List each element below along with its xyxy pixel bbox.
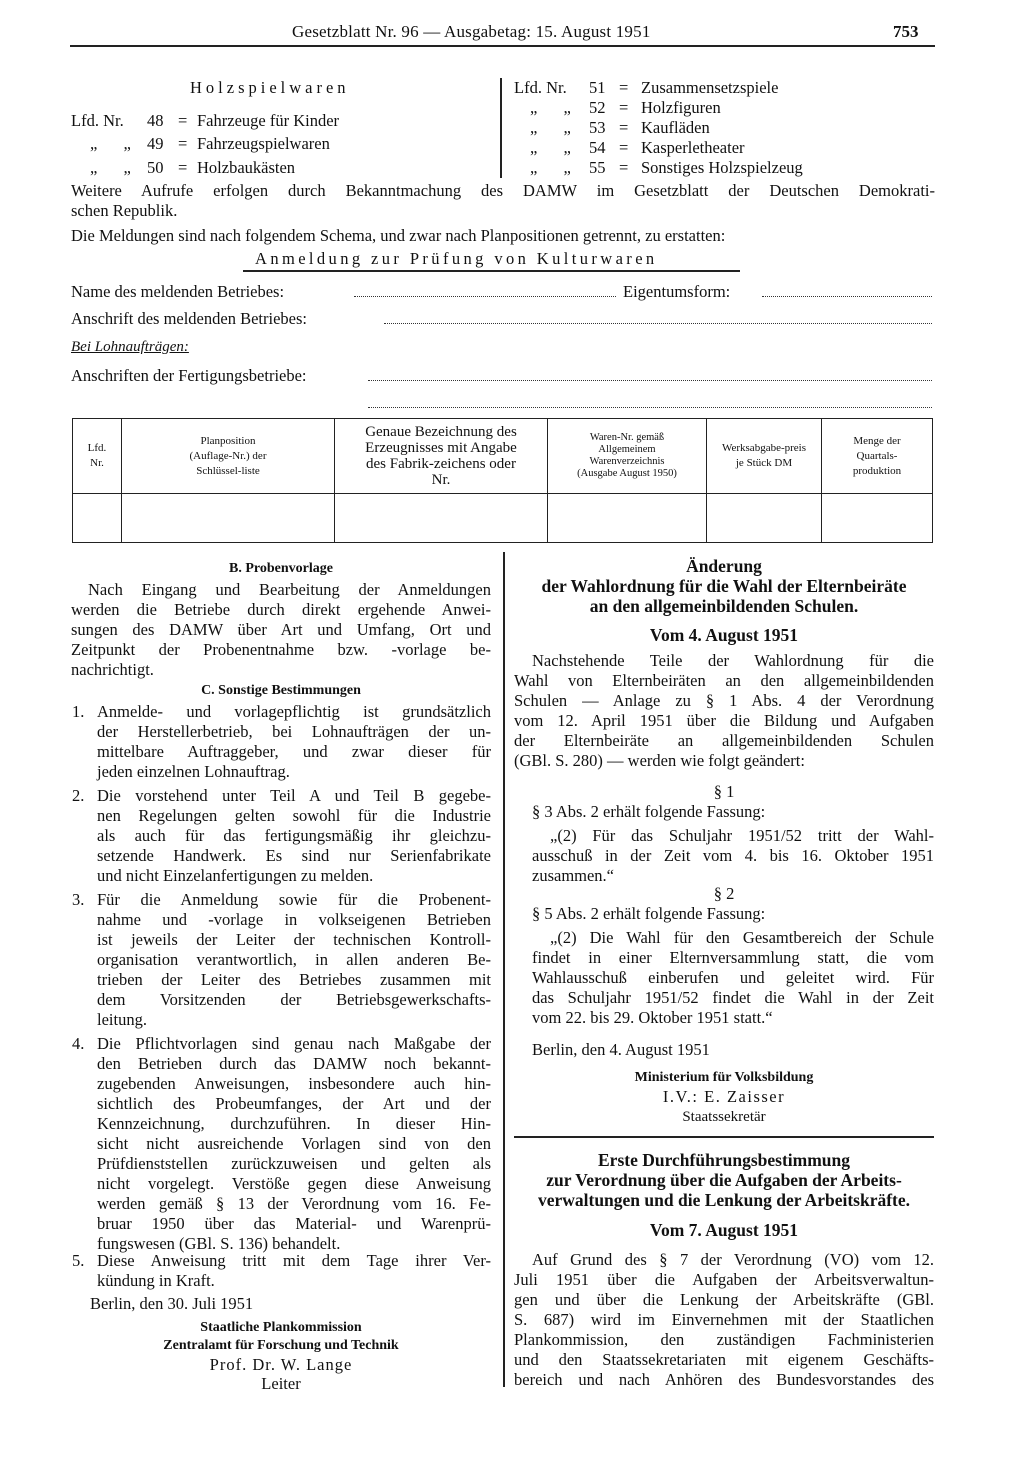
fertigung-field-2[interactable] bbox=[368, 407, 932, 408]
list-item-label: Holzbaukästen bbox=[197, 158, 296, 177]
col-header-planposition: Planposition (Auflage-Nr.) der Schlüssel-liste bbox=[122, 419, 335, 494]
signatory-title: Leiter bbox=[261, 1374, 301, 1393]
signatory-org: Staatliche Plankommission bbox=[200, 1320, 362, 1335]
equals-sign: = bbox=[178, 111, 188, 130]
equals-sign: = bbox=[619, 98, 629, 117]
signatory-name: I.V.: E. Zaisser bbox=[662, 1087, 786, 1106]
text-line: kündung in Kraft. bbox=[97, 1271, 215, 1290]
signatory-name: Prof. Dr. W. Lange bbox=[209, 1355, 353, 1374]
text-line: „(2) Die Wahl für den Gesamtbereich der Schule bbox=[550, 928, 934, 947]
article-title: verwaltungen und die Lenkung der Arbeitskräfte. bbox=[537, 1190, 911, 1210]
text-line: nahme und -vorlage in volkseigenen Betrieben bbox=[97, 910, 491, 929]
text-line: Kennzeichnung, durchzuführen. In dieser Hin- bbox=[97, 1114, 491, 1133]
text-line: S. 687) wird im Einvernehmen mit der Staatlichen bbox=[514, 1310, 934, 1329]
text-line: Zeitpunkt der Probenentnahme bzw. -vorlage be- bbox=[71, 640, 491, 659]
text-line: der Herstellerbetrieb, bei Lohnaufträgen der un- bbox=[97, 722, 491, 741]
text-line: § 3 Abs. 2 erhält folgende Fassung: bbox=[532, 802, 766, 821]
list-item-no: 52 bbox=[589, 98, 606, 117]
text-line: und nicht Einzelanfertigungen zu melden. bbox=[97, 866, 374, 885]
equals-sign: = bbox=[619, 158, 629, 177]
text-line: sichtlich des Probeumfanges, der Art und der bbox=[97, 1094, 491, 1113]
table-cell[interactable] bbox=[548, 494, 707, 543]
col-header-lfd-nr: Lfd. Nr. bbox=[73, 419, 122, 494]
signatory-dept: Zentralamt für Forschung und Technik bbox=[163, 1338, 399, 1353]
section-b-heading: B. Probenvorlage bbox=[229, 561, 333, 576]
list-item: „ „ bbox=[90, 158, 131, 177]
anschrift-field[interactable] bbox=[384, 323, 932, 324]
list-item-no: 51 bbox=[589, 78, 606, 97]
text-line: zugebenden Anweisungen, insbesondere auch hin- bbox=[97, 1074, 491, 1093]
eigentum-label: Eigentumsform: bbox=[623, 282, 731, 301]
text-line: findet in einer Elternversammlung statt, die vom bbox=[532, 948, 934, 967]
article-title: an den allgemeinbildenden Schulen. bbox=[589, 596, 859, 616]
list-item-no: 49 bbox=[147, 134, 164, 153]
fertigung-label: Anschriften der Fertigungsbetriebe: bbox=[71, 366, 307, 385]
intro-line: Weitere Aufrufe erfolgen durch Bekanntmachung des DAMW im Gesetzblatt der Deutschen Demokrati- bbox=[71, 181, 935, 200]
text-line: mittelbare Auftraggeber, und zwar dieser für bbox=[97, 742, 491, 761]
list-item-no: 54 bbox=[589, 138, 606, 157]
text-line: ausschuß in der Zeit vom 4. bis 16. Oktober 1951 bbox=[532, 846, 934, 865]
text-line: das Schuljahr 1951/52 findet die Wahl in der Zeit bbox=[532, 988, 934, 1007]
text-line: gen und über die Lenkung der Arbeitskräfte (GBl. bbox=[514, 1290, 934, 1309]
text-line: Anmelde- und vorlagepflichtig ist grundsätzlich bbox=[97, 702, 491, 721]
form-title-underline bbox=[243, 270, 740, 272]
text-line: bereich und nach Anhören des Bundesvorstandes des bbox=[514, 1370, 934, 1389]
text-line: Schulen — Anlage zu § 1 Abs. 4 der Verordnung bbox=[514, 691, 934, 710]
list-item-label: Kaufläden bbox=[641, 118, 710, 137]
intro-line: schen Republik. bbox=[71, 201, 178, 220]
anschrift-label: Anschrift des meldenden Betriebes: bbox=[71, 309, 307, 328]
text-line: vom 12. April 1951 über die Bildung und Aufgaben bbox=[514, 711, 934, 730]
running-head: Gesetzblatt Nr. 96 — Ausgabetag: 15. August 1951 bbox=[292, 22, 651, 41]
table-cell[interactable] bbox=[822, 494, 933, 543]
text-line: Die vorstehend unter Teil A und Teil B gegebe- bbox=[97, 786, 491, 805]
text-line: bruar 1950 über das Material- und Warenprü- bbox=[97, 1214, 491, 1233]
page-number: 753 bbox=[893, 22, 919, 41]
text-line: sungen des DAMW über Art und Umfang, Ort und bbox=[71, 620, 491, 639]
text-line: Prüfdienststellen zurückzuweisen und gelten als bbox=[97, 1154, 491, 1173]
text-line: organisation verantwortlich, in allen anderen Be- bbox=[97, 950, 491, 969]
col-header-preis: Werksabgabe-preis je Stück DM bbox=[707, 419, 822, 494]
item-number: 4. bbox=[72, 1034, 85, 1053]
list-item-label: Fahrzeugspielwaren bbox=[197, 134, 330, 153]
section-sign: § 1 bbox=[713, 782, 735, 801]
text-line: nicht vorgelegt. Verstöße gegen diese Anweisung bbox=[97, 1174, 491, 1193]
list-item: „ „ bbox=[530, 158, 571, 177]
equals-sign: = bbox=[619, 138, 629, 157]
equals-sign: = bbox=[178, 134, 188, 153]
eigentum-field[interactable] bbox=[762, 296, 932, 297]
text-line: werden die Betriebe durch direkt ergehende Anwei- bbox=[71, 600, 491, 619]
text-line: den Betrieben durch das DAMW noch bekannt- bbox=[97, 1054, 491, 1073]
text-line: Die Pflichtvorlagen sind genau nach Maßgabe der bbox=[97, 1034, 491, 1053]
item-number: 1. bbox=[72, 702, 85, 721]
text-line: der Elternbeiräte an allgemeinbildenden Schulen bbox=[514, 731, 934, 750]
form-title: Anmeldung zur Prüfung von Kulturwaren bbox=[255, 249, 658, 268]
text-line: nachrichtigt. bbox=[71, 660, 154, 679]
text-line: (GBl. S. 280) — werden wie folgt geändert: bbox=[514, 751, 805, 770]
text-line: leitung. bbox=[97, 1010, 147, 1029]
article-date: Vom 4. August 1951 bbox=[649, 625, 799, 645]
signing-date: Berlin, den 4. August 1951 bbox=[532, 1040, 710, 1059]
text-line: Plankommission, den zuständigen Fachministerien bbox=[514, 1330, 934, 1349]
column-divider bbox=[503, 552, 505, 1387]
item-number: 5. bbox=[72, 1251, 85, 1270]
list-item-label: Zusammensetzspiele bbox=[641, 78, 779, 97]
text-line: „(2) Für das Schuljahr 1951/52 tritt der Wahl- bbox=[550, 826, 934, 845]
text-line: Diese Anweisung tritt mit dem Tage ihrer Ver- bbox=[97, 1251, 491, 1270]
text-line: § 5 Abs. 2 erhält folgende Fassung: bbox=[532, 904, 766, 923]
list-item-label: Fahrzeuge für Kinder bbox=[197, 111, 340, 130]
list-item-label: Sonstiges Holzspielzeug bbox=[641, 158, 803, 177]
list-item-label: Holzfiguren bbox=[641, 98, 721, 117]
text-line: Juli 1951 über die Aufgaben der Arbeitsverwaltun- bbox=[514, 1270, 934, 1289]
item-number: 3. bbox=[72, 890, 85, 909]
list-item-no: 55 bbox=[589, 158, 606, 177]
list-item-no: 50 bbox=[147, 158, 164, 177]
text-line: als auch für das fertigungsmäßig ihr gleichzu- bbox=[97, 826, 491, 845]
table-cell[interactable] bbox=[335, 494, 548, 543]
fertigung-field[interactable] bbox=[368, 380, 932, 381]
text-line: Für die Anmeldung sowie für die Probenent- bbox=[97, 890, 491, 909]
list-item-no: 48 bbox=[147, 111, 164, 130]
table-cell[interactable] bbox=[707, 494, 822, 543]
list-item-no: 53 bbox=[589, 118, 606, 137]
text-line: ist jeweils der Leiter der technischen Kontroll- bbox=[97, 930, 491, 949]
list-item-label: Kasperletheater bbox=[641, 138, 745, 157]
signing-date: Berlin, den 30. Juli 1951 bbox=[90, 1294, 254, 1313]
text-line: trieben der Leiter des Betriebes zusammen mit bbox=[97, 970, 491, 989]
text-line: Wahl von Elternbeiräten an den allgemeinbildenden bbox=[514, 671, 934, 690]
item-number: 2. bbox=[72, 786, 85, 805]
article-separator bbox=[514, 1136, 934, 1138]
text-line: Auf Grund des § 7 der Verordnung (VO) vom 12. bbox=[532, 1250, 934, 1269]
article-date: Vom 7. August 1951 bbox=[649, 1220, 799, 1240]
text-line: vom 22. bis 29. Oktober 1951 statt.“ bbox=[532, 1008, 773, 1027]
equals-sign: = bbox=[619, 78, 629, 97]
table-cell[interactable] bbox=[73, 494, 122, 543]
list-item: „ „ bbox=[530, 98, 571, 117]
equals-sign: = bbox=[619, 118, 629, 137]
text-line: sicht nicht ausreichende Vorlagen sind von den bbox=[97, 1134, 491, 1153]
list-item: „ „ bbox=[530, 138, 571, 157]
name-field[interactable] bbox=[354, 296, 616, 297]
text-line: Wahlausschuß einberufen und geleitet wird. Für bbox=[532, 968, 934, 987]
header-rule bbox=[70, 45, 935, 47]
list-item: „ „ bbox=[530, 118, 571, 137]
section-c-heading: C. Sonstige Bestimmungen bbox=[201, 683, 361, 698]
intro-line: Die Meldungen sind nach folgendem Schema, und zwar nach Planpositionen getrennt, zu erstatten: bbox=[71, 226, 726, 245]
list-item: „ „ bbox=[90, 134, 131, 153]
list-item: Lfd. Nr. bbox=[514, 78, 567, 97]
text-line: fungswesen (GBl. S. 136) behandelt. bbox=[97, 1234, 341, 1253]
text-line: zusammen.“ bbox=[532, 866, 615, 885]
article-title: Änderung bbox=[686, 556, 762, 576]
lohn-label: Bei Lohnaufträgen: bbox=[71, 339, 189, 355]
text-line: und den Staatssekretariaten mit eigenem Geschäfts- bbox=[514, 1350, 934, 1369]
text-line: werden gemäß § 13 der Verordnung vom 16. Fe- bbox=[97, 1194, 491, 1213]
signatory-org: Ministerium für Volksbildung bbox=[634, 1070, 814, 1085]
holz-heading: Holzspielwaren bbox=[190, 78, 350, 97]
text-line: dem Vorsitzenden der Betriebsgewerkschafts- bbox=[97, 990, 491, 1009]
article-title: der Wahlordnung für die Wahl der Elternbeiräte bbox=[541, 576, 907, 596]
text-line: jeden einzelnen Lohnauftrag. bbox=[97, 762, 290, 781]
article-title: Erste Durchführungsbestimmung bbox=[598, 1150, 850, 1170]
text-line: Nachstehende Teile der Wahlordnung für die bbox=[532, 651, 934, 670]
col-header-waren-nr: Waren-Nr. gemäß Allgemeinem Warenverzeichnis (Ausgabe August 1950) bbox=[548, 419, 707, 494]
col-header-bezeichnung: Genaue Bezeichnung des Erzeugnisses mit Angabe des Fabrik-zeichens oder Nr. bbox=[335, 419, 548, 494]
section-sign: § 2 bbox=[713, 884, 735, 903]
article-title: zur Verordnung über die Aufgaben der Arbeits- bbox=[546, 1170, 902, 1190]
signatory-title: Staatssekretär bbox=[682, 1109, 766, 1125]
name-label: Name des meldenden Betriebes: bbox=[71, 282, 285, 301]
report-table bbox=[72, 418, 933, 543]
column-divider bbox=[500, 78, 502, 178]
text-line: Nach Eingang und Bearbeitung der Anmeldungen bbox=[88, 580, 491, 599]
table-cell[interactable] bbox=[122, 494, 335, 543]
text-line: setzende Handwerk. Es sind nur Serienfabrikate bbox=[97, 846, 491, 865]
equals-sign: = bbox=[178, 158, 188, 177]
col-header-menge: Menge der Quartals-produktion bbox=[822, 419, 933, 494]
text-line: nen Regelungen gelten sowohl für die Industrie bbox=[97, 806, 491, 825]
list-item: Lfd. Nr. bbox=[71, 111, 124, 130]
